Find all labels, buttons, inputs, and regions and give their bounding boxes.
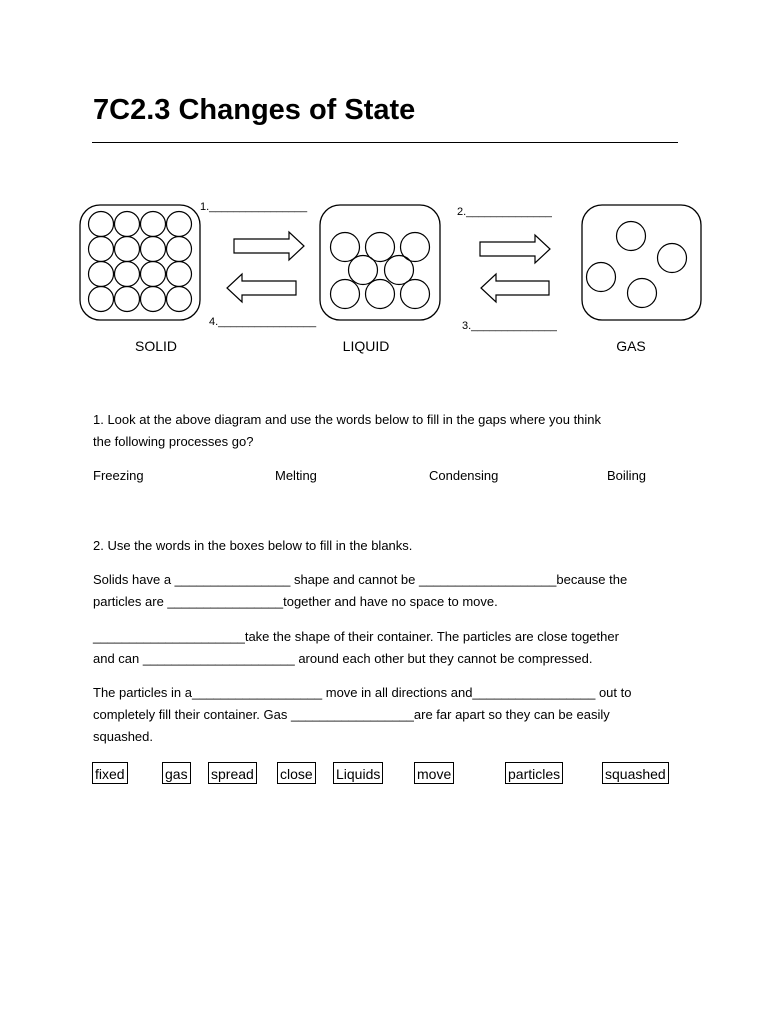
- solid-particle: [141, 212, 166, 237]
- liquid-particles: [331, 233, 430, 309]
- paragraph-gases-line-1: The particles in a__________________ move in all directions and_________________ out to: [93, 685, 632, 700]
- paragraph-gases-line-3: squashed.: [93, 729, 153, 744]
- blank-4: 4.________________: [209, 316, 317, 328]
- solid-particle: [141, 287, 166, 312]
- word-box-move: move: [414, 762, 454, 784]
- solid-particle: [167, 287, 192, 312]
- arrow-left-icon: [227, 274, 296, 302]
- solid-particle: [89, 212, 114, 237]
- solid-particle: [141, 237, 166, 262]
- paragraph-gases-line-2: completely fill their container. Gas _________________are far apart so they can be easily: [93, 707, 610, 722]
- word-box-close: close: [277, 762, 316, 784]
- title-divider: [92, 142, 678, 143]
- gas-particle: [658, 244, 687, 273]
- gas-particle: [628, 279, 657, 308]
- question-2-prompt: 2. Use the words in the boxes below to fill in the blanks.: [93, 538, 413, 553]
- solid-particle: [115, 212, 140, 237]
- liquid-particle: [401, 280, 430, 309]
- question-1-line-1: 1. Look at the above diagram and use the words below to fill in the gaps where you think: [93, 412, 602, 427]
- page-title: 7C2.3 Changes of State: [93, 94, 416, 126]
- word-melting: Melting: [275, 468, 317, 483]
- liquid-particle: [366, 280, 395, 309]
- arrow-right-icon: [480, 235, 550, 263]
- word-box-particles: particles: [505, 762, 563, 784]
- word-box-liquids: Liquids: [333, 762, 383, 784]
- paragraph-liquids: [93, 626, 693, 670]
- word-box-squashed: squashed: [602, 762, 669, 784]
- solid-particle: [89, 262, 114, 287]
- arrow-right-icon: [234, 232, 304, 260]
- arrow-left-icon: [481, 274, 549, 302]
- solid-container: [80, 205, 200, 320]
- paragraph-solids: [93, 569, 693, 613]
- solid-particle: [141, 262, 166, 287]
- gas-particle: [587, 263, 616, 292]
- solid-particle: [167, 262, 192, 287]
- paragraph-solids-line-2: particles are ________________together and have no space to move.: [93, 594, 498, 609]
- paragraph-solids-line-1: Solids have a ________________ shape and cannot be ___________________because the: [93, 572, 628, 587]
- question-1-line-2: the following processes go?: [93, 434, 254, 449]
- blank-1: 1.________________: [200, 201, 308, 213]
- paragraph-liquids-line-1: _____________________take the shape of their container. The particles are close together: [93, 629, 619, 644]
- word-freezing: Freezing: [93, 468, 144, 483]
- word-box-spread: spread: [208, 762, 257, 784]
- solid-particle: [89, 237, 114, 262]
- question-1-prompt: [93, 409, 693, 453]
- paragraph-liquids-line-2: and can _____________________ around each other but they cannot be compressed.: [93, 651, 593, 666]
- gas-particle: [617, 222, 646, 251]
- solid-particle: [115, 262, 140, 287]
- liquid-container: [320, 205, 440, 320]
- solid-particle: [115, 237, 140, 262]
- paragraph-gases: [93, 682, 693, 748]
- solid-particle: [115, 287, 140, 312]
- gas-particles: [587, 222, 687, 308]
- state-label-liquid: LIQUID: [342, 338, 390, 354]
- liquid-particle: [331, 280, 360, 309]
- solid-particle: [167, 237, 192, 262]
- solid-particles: [89, 212, 192, 312]
- state-label-gas: GAS: [616, 338, 646, 354]
- liquid-particle: [349, 256, 378, 285]
- states-of-matter-diagram: [0, 190, 768, 370]
- word-condensing: Condensing: [429, 468, 499, 483]
- blank-3: 3.______________: [462, 320, 557, 332]
- word-box-gas: gas: [162, 762, 191, 784]
- solid-particle: [89, 287, 114, 312]
- word-boiling: Boiling: [607, 468, 647, 483]
- solid-particle: [167, 212, 192, 237]
- word-box-fixed: fixed: [92, 762, 128, 784]
- state-label-solid: SOLID: [134, 338, 178, 354]
- blank-2: 2.______________: [457, 206, 552, 218]
